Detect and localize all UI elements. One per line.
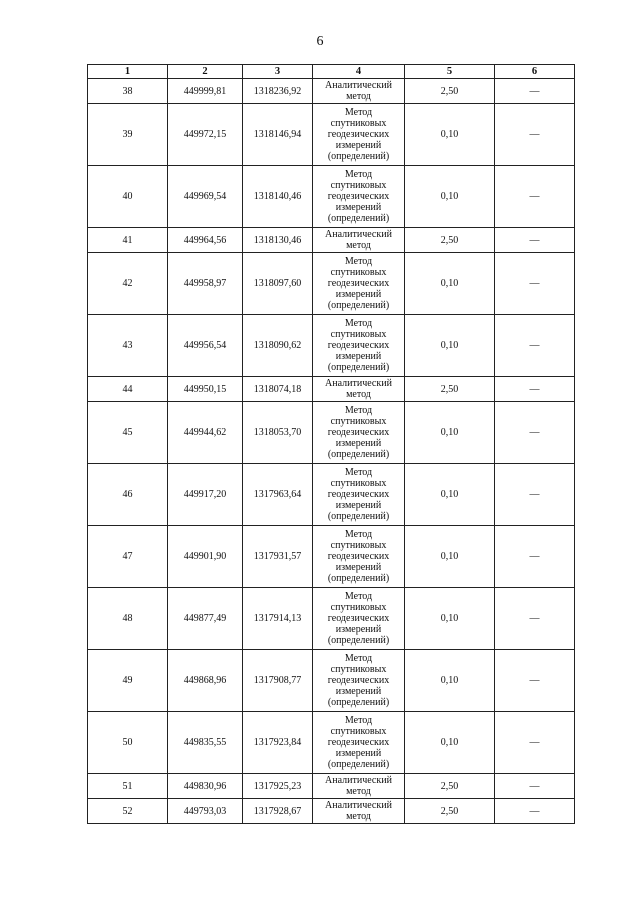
y-coordinate-cell: 1318090,62 — [243, 315, 313, 377]
y-coordinate-cell: 1317928,67 — [243, 799, 313, 824]
method-cell: Аналитический метод — [313, 79, 405, 104]
note-cell: — — [495, 228, 575, 253]
accuracy-cell: 0,10 — [405, 315, 495, 377]
point-number-cell: 38 — [88, 79, 168, 104]
point-number-cell: 44 — [88, 377, 168, 402]
table-row — [88, 402, 575, 464]
method-cell: Метод спутниковых геодезических измерений (определений) — [313, 253, 405, 315]
note-cell: — — [495, 650, 575, 712]
y-coordinate-cell: 1317963,64 — [243, 464, 313, 526]
col-header-point-number: 1 — [88, 65, 168, 79]
y-coordinate-cell: 1318140,46 — [243, 166, 313, 228]
accuracy-cell: 0,10 — [405, 588, 495, 650]
accuracy-cell: 2,50 — [405, 774, 495, 799]
method-cell: Метод спутниковых геодезических измерений (определений) — [313, 464, 405, 526]
note-cell: — — [495, 774, 575, 799]
accuracy-cell: 2,50 — [405, 79, 495, 104]
note-cell: — — [495, 104, 575, 166]
note-cell: — — [495, 79, 575, 104]
col-header-note: 6 — [495, 65, 575, 79]
point-number-cell: 52 — [88, 799, 168, 824]
accuracy-cell: 0,10 — [405, 104, 495, 166]
x-coordinate-cell: 449972,15 — [168, 104, 243, 166]
accuracy-cell: 0,10 — [405, 650, 495, 712]
point-number-cell: 40 — [88, 166, 168, 228]
y-coordinate-cell: 1317923,84 — [243, 712, 313, 774]
x-coordinate-cell: 449958,97 — [168, 253, 243, 315]
table-row — [88, 377, 575, 402]
accuracy-cell: 0,10 — [405, 712, 495, 774]
y-coordinate-cell: 1318097,60 — [243, 253, 313, 315]
accuracy-cell: 0,10 — [405, 402, 495, 464]
note-cell: — — [495, 253, 575, 315]
point-number-cell: 49 — [88, 650, 168, 712]
table-row — [88, 588, 575, 650]
y-coordinate-cell: 1317931,57 — [243, 526, 313, 588]
y-coordinate-cell: 1318053,70 — [243, 402, 313, 464]
accuracy-cell: 0,10 — [405, 166, 495, 228]
method-cell: Аналитический метод — [313, 799, 405, 824]
page-number: 6 — [316, 34, 324, 49]
note-cell: — — [495, 464, 575, 526]
table-row — [88, 464, 575, 526]
x-coordinate-cell: 449999,81 — [168, 79, 243, 104]
point-number-cell: 46 — [88, 464, 168, 526]
table-row — [88, 79, 575, 104]
table-row — [88, 650, 575, 712]
col-header-x: 2 — [168, 65, 243, 79]
x-coordinate-cell: 449877,49 — [168, 588, 243, 650]
y-coordinate-cell: 1317908,77 — [243, 650, 313, 712]
method-cell: Метод спутниковых геодезических измерений (определений) — [313, 526, 405, 588]
accuracy-cell: 0,10 — [405, 526, 495, 588]
accuracy-cell: 2,50 — [405, 799, 495, 824]
method-cell: Аналитический метод — [313, 377, 405, 402]
point-number-cell: 50 — [88, 712, 168, 774]
method-cell: Метод спутниковых геодезических измерений (определений) — [313, 712, 405, 774]
note-cell: — — [495, 402, 575, 464]
table-row — [88, 253, 575, 315]
accuracy-cell: 0,10 — [405, 253, 495, 315]
x-coordinate-cell: 449830,96 — [168, 774, 243, 799]
note-cell: — — [495, 166, 575, 228]
x-coordinate-cell: 449917,20 — [168, 464, 243, 526]
method-cell: Метод спутниковых геодезических измерений (определений) — [313, 402, 405, 464]
table-row — [88, 712, 575, 774]
x-coordinate-cell: 449964,56 — [168, 228, 243, 253]
note-cell: — — [495, 377, 575, 402]
method-cell: Метод спутниковых геодезических измерений (определений) — [313, 588, 405, 650]
y-coordinate-cell: 1317914,13 — [243, 588, 313, 650]
table-header-row — [88, 65, 575, 79]
x-coordinate-cell: 449835,55 — [168, 712, 243, 774]
note-cell: — — [495, 315, 575, 377]
accuracy-cell: 0,10 — [405, 464, 495, 526]
x-coordinate-cell: 449901,90 — [168, 526, 243, 588]
table-row — [88, 799, 575, 824]
method-cell: Метод спутниковых геодезических измерений (определений) — [313, 104, 405, 166]
method-cell: Аналитический метод — [313, 228, 405, 253]
table-row — [88, 526, 575, 588]
y-coordinate-cell: 1318146,94 — [243, 104, 313, 166]
note-cell: — — [495, 712, 575, 774]
point-number-cell: 39 — [88, 104, 168, 166]
method-cell: Метод спутниковых геодезических измерений (определений) — [313, 315, 405, 377]
col-header-y: 3 — [243, 65, 313, 79]
coordinates-table — [87, 64, 575, 824]
x-coordinate-cell: 449969,54 — [168, 166, 243, 228]
point-number-cell: 42 — [88, 253, 168, 315]
col-header-method: 4 — [313, 65, 405, 79]
y-coordinate-cell: 1318074,18 — [243, 377, 313, 402]
point-number-cell: 48 — [88, 588, 168, 650]
table-row — [88, 166, 575, 228]
table-row — [88, 228, 575, 253]
method-cell: Метод спутниковых геодезических измерений (определений) — [313, 650, 405, 712]
note-cell: — — [495, 526, 575, 588]
table-row — [88, 774, 575, 799]
accuracy-cell: 2,50 — [405, 228, 495, 253]
x-coordinate-cell: 449950,15 — [168, 377, 243, 402]
y-coordinate-cell: 1318130,46 — [243, 228, 313, 253]
x-coordinate-cell: 449956,54 — [168, 315, 243, 377]
col-header-accuracy: 5 — [405, 65, 495, 79]
point-number-cell: 43 — [88, 315, 168, 377]
x-coordinate-cell: 449793,03 — [168, 799, 243, 824]
point-number-cell: 51 — [88, 774, 168, 799]
note-cell: — — [495, 588, 575, 650]
point-number-cell: 41 — [88, 228, 168, 253]
table-row — [88, 315, 575, 377]
x-coordinate-cell: 449944,62 — [168, 402, 243, 464]
accuracy-cell: 2,50 — [405, 377, 495, 402]
point-number-cell: 45 — [88, 402, 168, 464]
y-coordinate-cell: 1317925,23 — [243, 774, 313, 799]
x-coordinate-cell: 449868,96 — [168, 650, 243, 712]
y-coordinate-cell: 1318236,92 — [243, 79, 313, 104]
point-number-cell: 47 — [88, 526, 168, 588]
note-cell: — — [495, 799, 575, 824]
method-cell: Аналитический метод — [313, 774, 405, 799]
method-cell: Метод спутниковых геодезических измерений (определений) — [313, 166, 405, 228]
table-row — [88, 104, 575, 166]
